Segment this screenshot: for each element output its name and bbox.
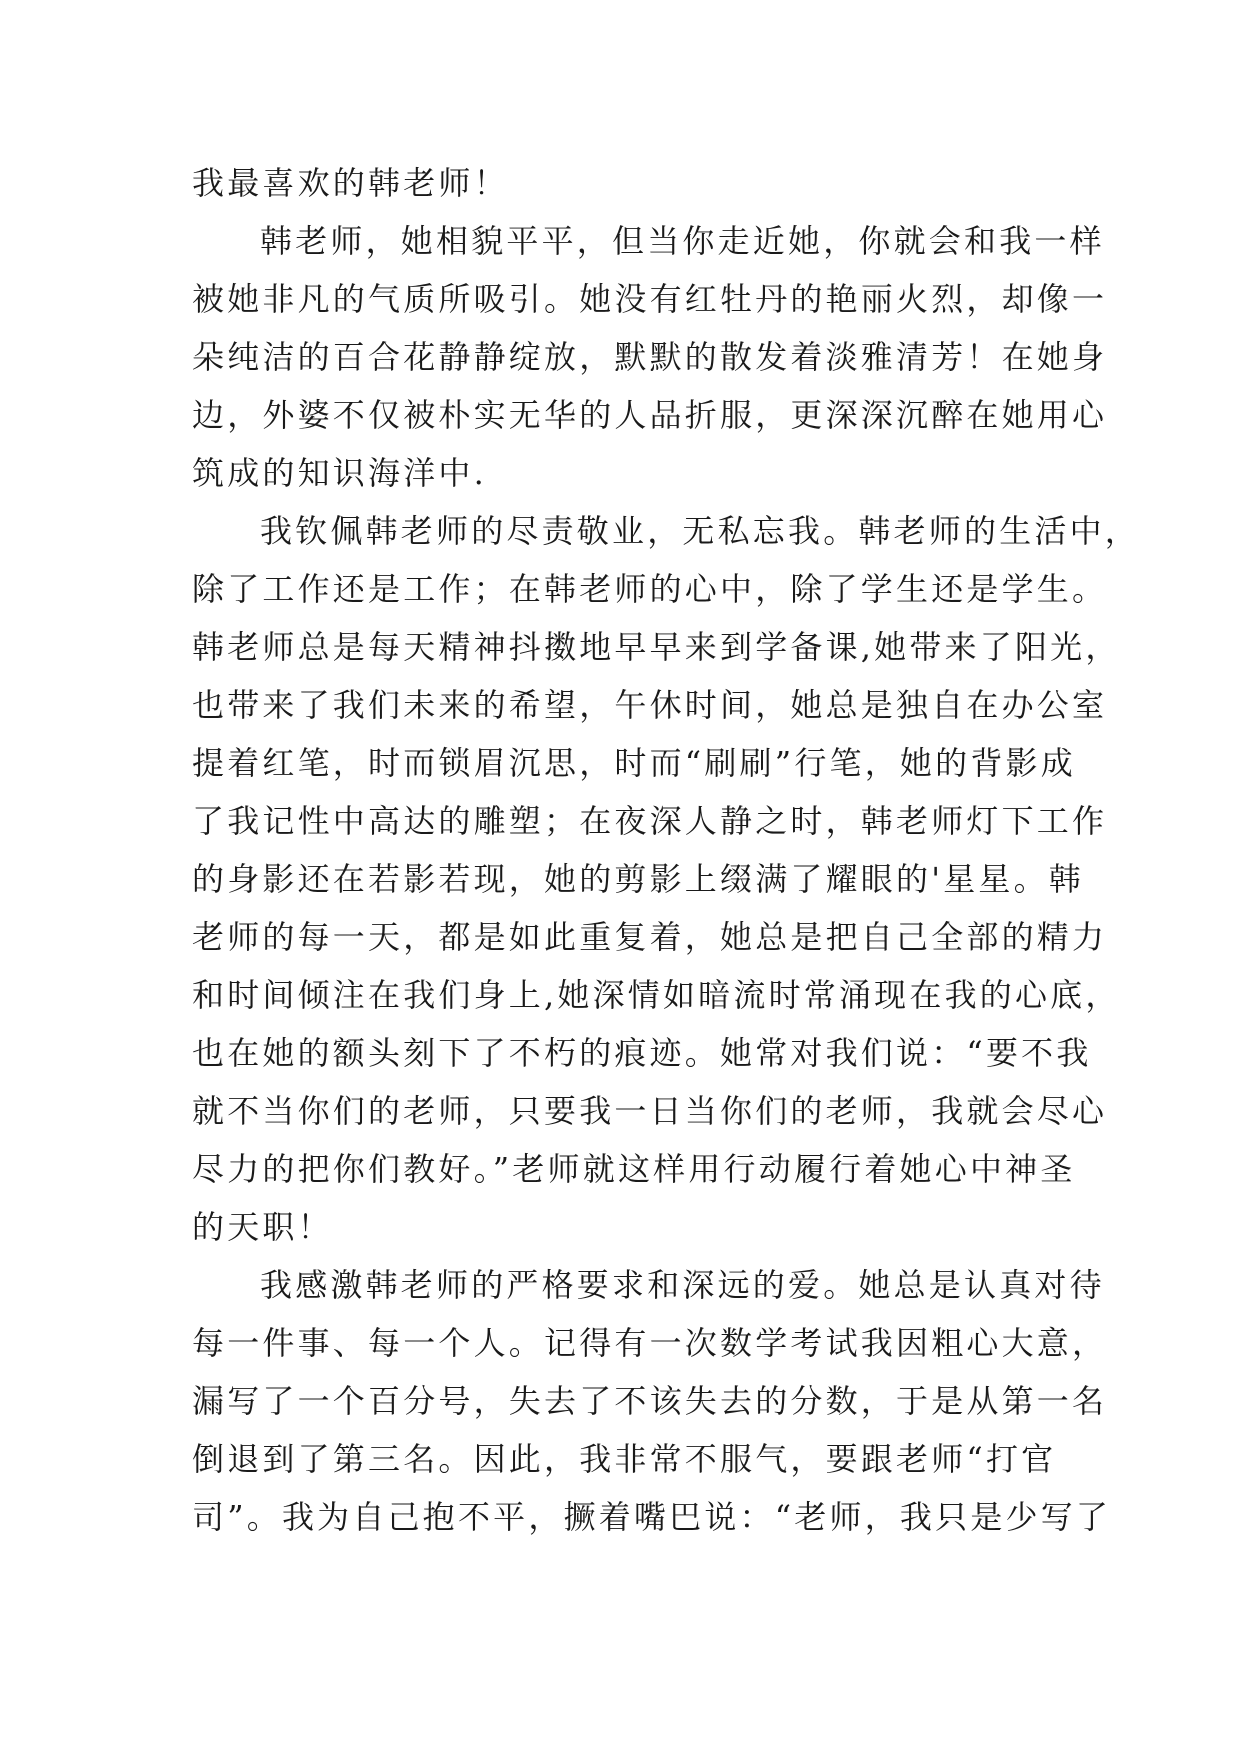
text-line: 我钦佩韩老师的尽责敬业，无私忘我。韩老师的生活中， — [260, 512, 1141, 550]
text-line: 的天职！ — [192, 1208, 333, 1246]
text-line: 边，外婆不仅被朴实无华的人品折服，更深深沉醉在她用心 — [192, 396, 1108, 434]
text-line: 我感激韩老师的严格要求和深远的爱。她总是认真对待 — [260, 1266, 1105, 1304]
text-line: 尽力的把你们教好。”老师就这样用行动履行着她心中神圣 — [192, 1150, 1076, 1188]
text-line: 韩老师总是每天精神抖擞地早早来到学备课,她带来了阳光， — [192, 628, 1121, 666]
text-line: 了我记性中高达的雕塑；在夜深人静之时，韩老师灯下工作 — [192, 802, 1108, 840]
text-line: 的身影还在若影若现，她的剪影上缀满了耀眼的'星星。韩 — [192, 860, 1084, 898]
text-line: 老师的每一天，都是如此重复着，她总是把自己全部的精力 — [192, 918, 1108, 956]
text-line: 就不当你们的老师，只要我一日当你们的老师，我就会尽心 — [192, 1092, 1108, 1130]
text-line: 除了工作还是工作；在韩老师的心中，除了学生还是学生。 — [192, 570, 1108, 608]
text-line: 司”。我为自己抱不平，撅着嘴巴说：“老师，我只是少写了 — [192, 1498, 1112, 1536]
text-line: 筑成的知识海洋中. — [192, 454, 487, 492]
text-line: 和时间倾注在我们身上,她深情如暗流时常涌现在我的心底， — [192, 976, 1121, 1014]
text-line: 提着红笔，时而锁眉沉思，时而“刷刷”行笔，她的背影成 — [192, 744, 1076, 782]
text-line: 也带来了我们未来的希望，午休时间，她总是独自在办公室 — [192, 686, 1108, 724]
text-line: 被她非凡的气质所吸引。她没有红牡丹的艳丽火烈，却像一 — [192, 280, 1108, 318]
text-line: 朵纯洁的百合花静静绽放，默默的散发着淡雅清芳！在她身 — [192, 338, 1108, 376]
text-line: 倒退到了第三名。因此，我非常不服气，要跟老师“打官 — [192, 1440, 1057, 1478]
text-line: 韩老师，她相貌平平，但当你走近她，你就会和我一样 — [260, 222, 1105, 260]
text-line: 也在她的额头刻下了不朽的痕迹。她常对我们说：“要不我 — [192, 1034, 1092, 1072]
essay-body — [192, 154, 1141, 1546]
text-line: 我最喜欢的韩老师！ — [192, 164, 509, 202]
text-line: 每一件事、每一个人。记得有一次数学考试我因粗心大意， — [192, 1324, 1108, 1362]
text-line: 漏写了一个百分号，失去了不该失去的分数，于是从第一名 — [192, 1382, 1108, 1420]
